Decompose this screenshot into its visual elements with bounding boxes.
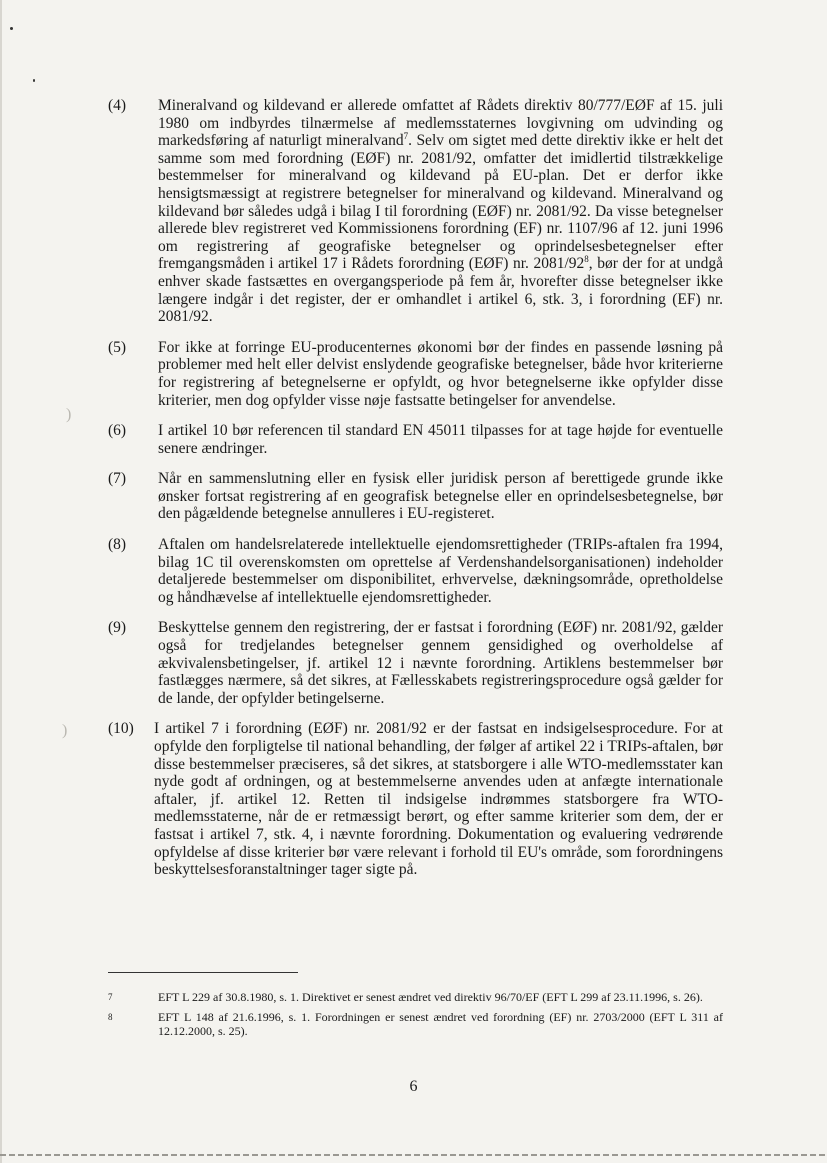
recital-text: I artikel 7 i forordning (EØF) nr. 2081/92 er der fastsat en indsigelsesprocedure. For at opfylde den forpligtelse til national behandling, der følger af artikel 22 i TRIPs-aftalen, bør disse bestemmelser præciseres, så det sikres, at statsborgere i alle WTO-medlemsstater kan nyde godt af ordningen, og at bestemmelserne anvendes uden at anfægte internationale aftaler, jf. artikel 12. Retten til indsigelse indrømmes statsborgere fra WTO-medlemsstaterne, når de er retmæssigt berørt, og efter samme kriterier som dem, der er fastsat i artikel 7, stk. 4, i nævnte forordning. Dokumentation og evaluering vedrørende opfyldelse af disse kriterier bør være relevant i forhold til EU's område, som forordningens beskyttelsesforanstaltninger tager sigte på. (154, 720, 723, 879)
recital-8 (108, 536, 723, 606)
page-number: 6 (409, 1078, 418, 1095)
footnote-mark: 8 (108, 1011, 113, 1022)
footnote-8 (108, 1010, 723, 1039)
footnote-divider (108, 972, 298, 973)
footnote-text: EFT L 229 af 30.8.1980, s. 1. Direktivet er senest ændret ved direktiv 96/70/EF (EFT L 299 af 23.11.1996, s. 26). (158, 990, 703, 1004)
recital-text: I artikel 10 bør referencen til standard EN 45011 tilpasses for at tage højde for eventuelle senere ændringer. (158, 422, 723, 457)
recital-number: (4) (108, 97, 127, 114)
recital-text: Når en sammenslutning eller en fysisk eller juridisk person af berettigede grunde ikke ønsker fortsat registrering af en geografisk betegnelse eller en oprindelsesbetegnelse, bør den pågældende betegnelse annulleres i EU-registeret. (158, 470, 723, 523)
recital-6 (108, 422, 723, 457)
scan-artifact: ) (62, 722, 68, 739)
recital-text: Beskyttelse gennem den registrering, der er fastsat i forordning (EØF) nr. 2081/92, gælder også for tredjelandes betegnelser gennem gensidighed og overholdelse af ækvivalensbetingelser, jf. artikel 12 i nævnte forordning. Artiklens bestemmelser bør fastlægges nærmere, så det sikres, at Fællesskabets registreringsprocedure også gælder for de lande, der opfylder betingelserne. (158, 619, 723, 707)
recital-5 (108, 339, 723, 409)
scan-speck (10, 27, 13, 30)
scan-artifact: ) (66, 406, 72, 423)
recital-9 (108, 619, 723, 707)
recital-number: (6) (108, 422, 127, 440)
footnotes (108, 990, 723, 1044)
recital-7 (108, 470, 723, 523)
recital-number: (10) (108, 720, 134, 738)
recital-text: Mineralvand og kildevand er allerede omfattet af Rådets direktiv 80/777/EØF af 15. juli 1980 om indbyrdes tilnærmelse af medlemsstaternes lovgivning om udvinding og markedsføring af naturligt mineralvand$^7$. Selv om sigtet med dette direktiv ikke er helt det samme som med forordning (EØF) nr. 2081/92, omfatter det imidlertid tilstrækkelige bestemmelser for mineralvand og kildevand på EU-plan. Det er derfor ikke hensigtsmæssigt at registrere betegnelser for mineralvand og kildevand. Mineralvand og kildevand bør således udgå i bilag I til forordning (EØF) nr. 2081/92. Da visse betegnelser allerede blev registreret ved Kommissionens forordning (EF) nr. 1107/96 af 12. juni 1996 om registrering af geografiske betegnelser og oprindelsesbetegnelser efter fremgangsmåden i artikel 17 i Rådets forordning (EØF) nr. $2081/92^8$, bør der for at undgå enhver skade fastsættes en overgangsperiode på fem år, hvorefter disse betegnelser ikke længere indgår i det register, der er omhandlet i artikel 6, stk. 3, i forordning (EF) nr. 2081/92. (158, 97, 724, 326)
recital-10 (108, 720, 723, 878)
recital-4 (108, 97, 723, 326)
scan-bottom-edge (0, 1154, 827, 1156)
footnote-ref[interactable]: 8 (584, 254, 589, 265)
footnote-mark: 7 (108, 992, 113, 1002)
scan-speck (33, 79, 35, 82)
recital-text: For ikke at forringe EU-producenternes økonomi bør der findes en passende løsning på problemer med helt eller delvist enslydende geografiske betegnelser, både hvor kriterierne for registrering af betegnelserne er opfyldt, og hvor betegnelserne ikke opfylder disse kriterier, men dog opfylder visse nøje fastsatte betingelser for anvendelse. (158, 338, 723, 409)
footnote-7 (108, 990, 723, 1005)
footnote-ref[interactable]: 7 (403, 131, 409, 142)
recital-number: (8) (108, 536, 127, 554)
main-content (108, 97, 723, 892)
recital-number: (5) (108, 338, 127, 356)
recital-number: (9) (108, 619, 127, 637)
recital-number: (7) (108, 470, 127, 488)
recital-text: Aftalen om handelsrelaterede intellektuelle ejendomsrettigheder (TRIPs-aftalen fra 1994, bilag 1C til overenskomsten om oprettelse af Verdenshandelsorganisationen) indeholder detaljerede bestemmelser om disponibilitet, erhvervelse, dækningsområde, opretholdelse og håndhævelse af intellektuelle ejendomsrettigheder. (158, 536, 723, 606)
footnote-text: EFT L 148 af 21.6.1996, s. 1. Forordningen er senest ændret ved forordning (EF) nr. 2703/2000 (EFT L 311 af 12.12.2000, s. 25). (158, 1009, 723, 1038)
page-edge-shadow (0, 0, 2, 1163)
